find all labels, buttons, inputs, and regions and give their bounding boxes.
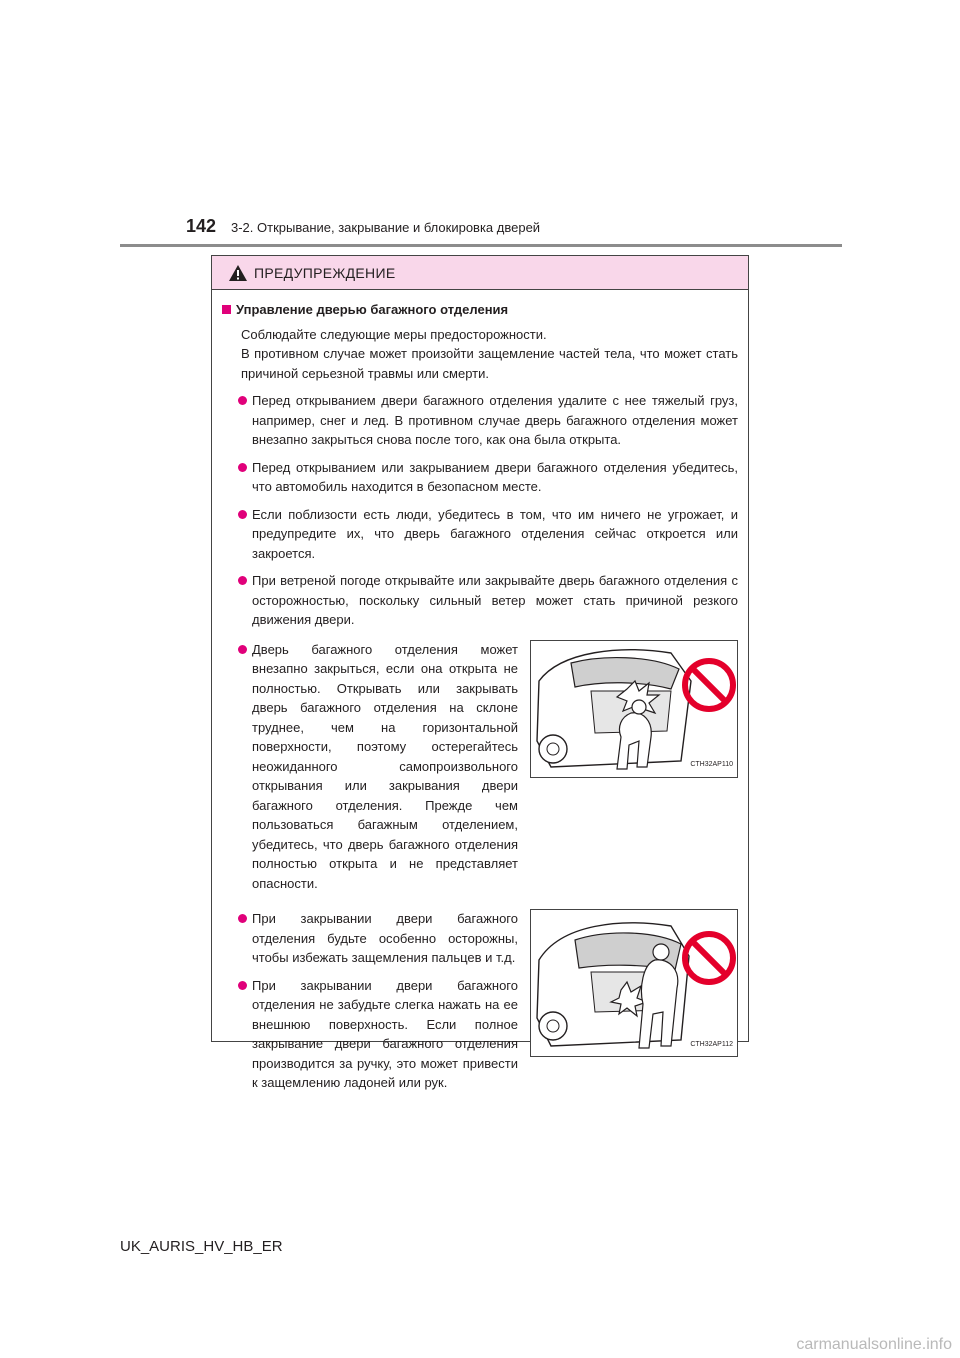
illustration-open-tailgate [530, 640, 738, 778]
footer-model-code: UK_AURIS_HV_HB_ER [120, 1238, 283, 1255]
bullet-item [222, 909, 518, 968]
intro-line-1: Соблюдайте следующие меры предосторожности. [241, 326, 547, 342]
bullet-text: Перед открыванием двери багажного отделения удалите с нее тяжелый груз, например, снег и лед. В противном случае дверь багажного отделения может внезапно закрыться снова после того, как она была открыта. [252, 393, 738, 447]
square-bullet-icon [222, 305, 231, 314]
warning-content [212, 290, 748, 1093]
bullet-dot-icon [238, 645, 247, 654]
warning-box [211, 255, 749, 1090]
bullet-text: Перед открыванием или закрыванием двери багажного отделения убедитесь, что автомобиль находится в безопасном месте. [252, 459, 738, 494]
bullet-dot-icon [238, 576, 247, 585]
bullet-item [222, 976, 518, 1093]
watermark: carmanualsonline.info [796, 1336, 952, 1353]
bullet-text: При ветреной погоде открывайте или закрывайте дверь багажного отделения с осторожностью, поскольку сильный ветер может стать причиной резкого движения двери. [252, 573, 738, 627]
figure-code: CTH32AP110 [690, 761, 733, 768]
figure-row-1 [222, 640, 738, 894]
bullet-item [222, 505, 738, 564]
bullet-item [222, 571, 738, 630]
bullet-dot-icon [238, 914, 247, 923]
header-rule [120, 244, 842, 247]
warning-triangle-icon [228, 264, 248, 282]
intro-text [222, 325, 738, 384]
bullet-text: Если поблизости есть люди, убедитесь в том, что им ничего не угрожает, и предупредите их, что дверь багажного отделения сейчас откроется или закроется. [252, 506, 738, 561]
page-number: 142 [186, 216, 217, 236]
figure-row-2 [222, 909, 738, 1093]
illustration-closing-tailgate [530, 909, 738, 1057]
bullet-text: При закрывании двери багажного отделения не забудьте слегка нажать на ее внешнюю поверхность. Если полное закрывание двери багажного отделения производится за ручку, это может привести к защемлению ладоней или рук. [252, 977, 518, 1090]
intro-line-2: В противном случае может произойти защемление частей тела, что может стать причиной серьезной травмы или смерти. [241, 346, 738, 381]
bullet-item [222, 640, 518, 894]
chapter-title: 3-2. Открывание, закрывание и блокировка дверей [231, 220, 541, 235]
bullet-dot-icon [238, 510, 247, 519]
bullet-dot-icon [238, 463, 247, 472]
bullet-dot-icon [238, 396, 247, 405]
warning-title: ПРЕДУПРЕЖДЕНИЕ [254, 264, 396, 281]
bullet-dot-icon [238, 981, 247, 990]
bullet-item [222, 391, 738, 450]
warning-header [212, 256, 748, 290]
bullet-item [222, 458, 738, 497]
bullet-text: Дверь багажного отделения может внезапно закрыться, если она открыта не полностью. Открывать или закрывать дверь багажного отделения на склоне труднее, чем на горизонтальной поверхности, поэтому остерегайтесь неожиданного самопроизвольного открывания или закрывания двери багажного отделения. Прежде чем пользоваться багажным отделением, убедитесь, что дверь багажного отделения полностью открыта и не представляет опасности. [252, 641, 518, 891]
figure-row-text [222, 640, 518, 894]
section-heading [222, 300, 738, 320]
section-heading-text: Управление дверью багажного отделения [236, 302, 509, 317]
figure-row-text [222, 909, 518, 1093]
bullet-text: При закрывании двери багажного отделения будьте особенно осторожны, чтобы избежать защемления пальцев и т.д. [252, 911, 518, 965]
figure-code: CTH32AP112 [690, 1040, 733, 1048]
